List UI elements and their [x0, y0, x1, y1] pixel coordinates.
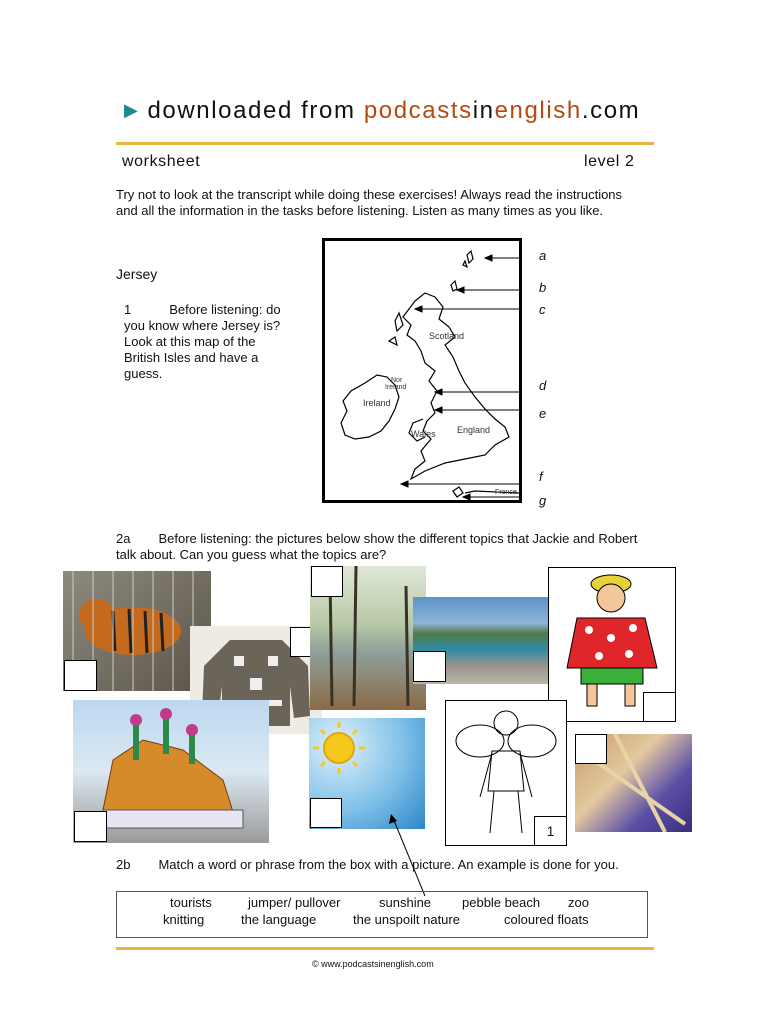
word-pebble-beach: pebble beach [462, 895, 541, 910]
task1-text [124, 302, 294, 382]
level-label: level 2 [584, 153, 635, 170]
arrow-letter-a: a [539, 248, 547, 263]
map-label-scotland: Scotland [429, 331, 465, 341]
brand-podcasts: podcasts [363, 97, 473, 124]
header-prefix: downloaded from [147, 97, 364, 124]
answer-box-beach[interactable] [413, 651, 446, 682]
word-sunshine: sunshine [379, 895, 432, 910]
map-label-ireland: Ireland [363, 398, 391, 408]
answer-box-sun[interactable] [310, 798, 342, 828]
map-label-wales: Wales [411, 429, 436, 439]
arrow-letter-c: c [539, 302, 546, 317]
footer-copyright: © www.podcastsinenglish.com [312, 959, 434, 969]
header-suffix: .com [581, 97, 641, 124]
task1-rest: do you know where Jersey is? Look at this map of the British Isles and have a guess. [124, 302, 281, 381]
word-box [116, 891, 648, 938]
answer-box-tiger[interactable] [64, 660, 97, 691]
word-coloured-floats: coloured floats [504, 912, 589, 927]
site-header [124, 97, 640, 125]
answer-box-float[interactable] [74, 811, 107, 842]
answer-box-tourist[interactable] [643, 692, 676, 722]
brand-english: english [494, 97, 582, 124]
footer-rule [116, 947, 654, 950]
intro-text: Try not to look at the transcript while doing these exercises! Always read the instructions and all the information in the tasks before listening. Listen as many times as you like. [116, 187, 623, 218]
map-outline [325, 241, 519, 500]
task2b-body: Match a word or phrase from the box with a picture. An example is done for you. [158, 857, 619, 872]
map-label-nireland: Ireland [385, 384, 407, 391]
answer-box-forest[interactable] [311, 566, 343, 597]
brand-in: in [472, 97, 495, 124]
arrow-letter-b: b [539, 280, 547, 295]
map-label-france: France [495, 489, 517, 496]
task1-lead: Before listening: [169, 302, 263, 317]
word-tourists: tourists [170, 895, 212, 910]
word-the-language: the language [241, 912, 317, 927]
task2a-number: 2a [116, 531, 131, 546]
arrow-letter-d: d [539, 378, 547, 393]
answer-box-knitting[interactable] [575, 734, 607, 764]
task2b-number: 2b [116, 857, 131, 872]
task2a-body: Before listening: the pictures below show the different topics that Jackie and Robert talk about. Can you guess what the topics are? [116, 531, 638, 562]
word-jumper: jumper/ pullover [248, 895, 341, 910]
map-label-nor: Nor [391, 377, 403, 384]
header-rule [116, 142, 654, 145]
example-pointer-arrow [385, 812, 435, 898]
arrow-letter-g: g [539, 493, 547, 508]
word-knitting: knitting [163, 912, 205, 927]
play-arrow-icon: ▶ [124, 100, 140, 120]
arrow-letter-f: f [539, 469, 543, 484]
word-zoo: zoo [568, 895, 589, 910]
task2b-text [116, 857, 651, 873]
worksheet-label: worksheet [122, 153, 201, 170]
task2a-text [116, 531, 641, 563]
task1-number: 1 [124, 302, 132, 317]
british-isles-map [322, 238, 522, 503]
word-unspoilt-nature: the unspoilt nature [353, 912, 460, 927]
answer-box-example[interactable]: 1 [534, 816, 567, 846]
arrow-letter-e: e [539, 406, 547, 421]
section-title: Jersey [116, 266, 158, 282]
map-label-england: England [457, 425, 491, 435]
